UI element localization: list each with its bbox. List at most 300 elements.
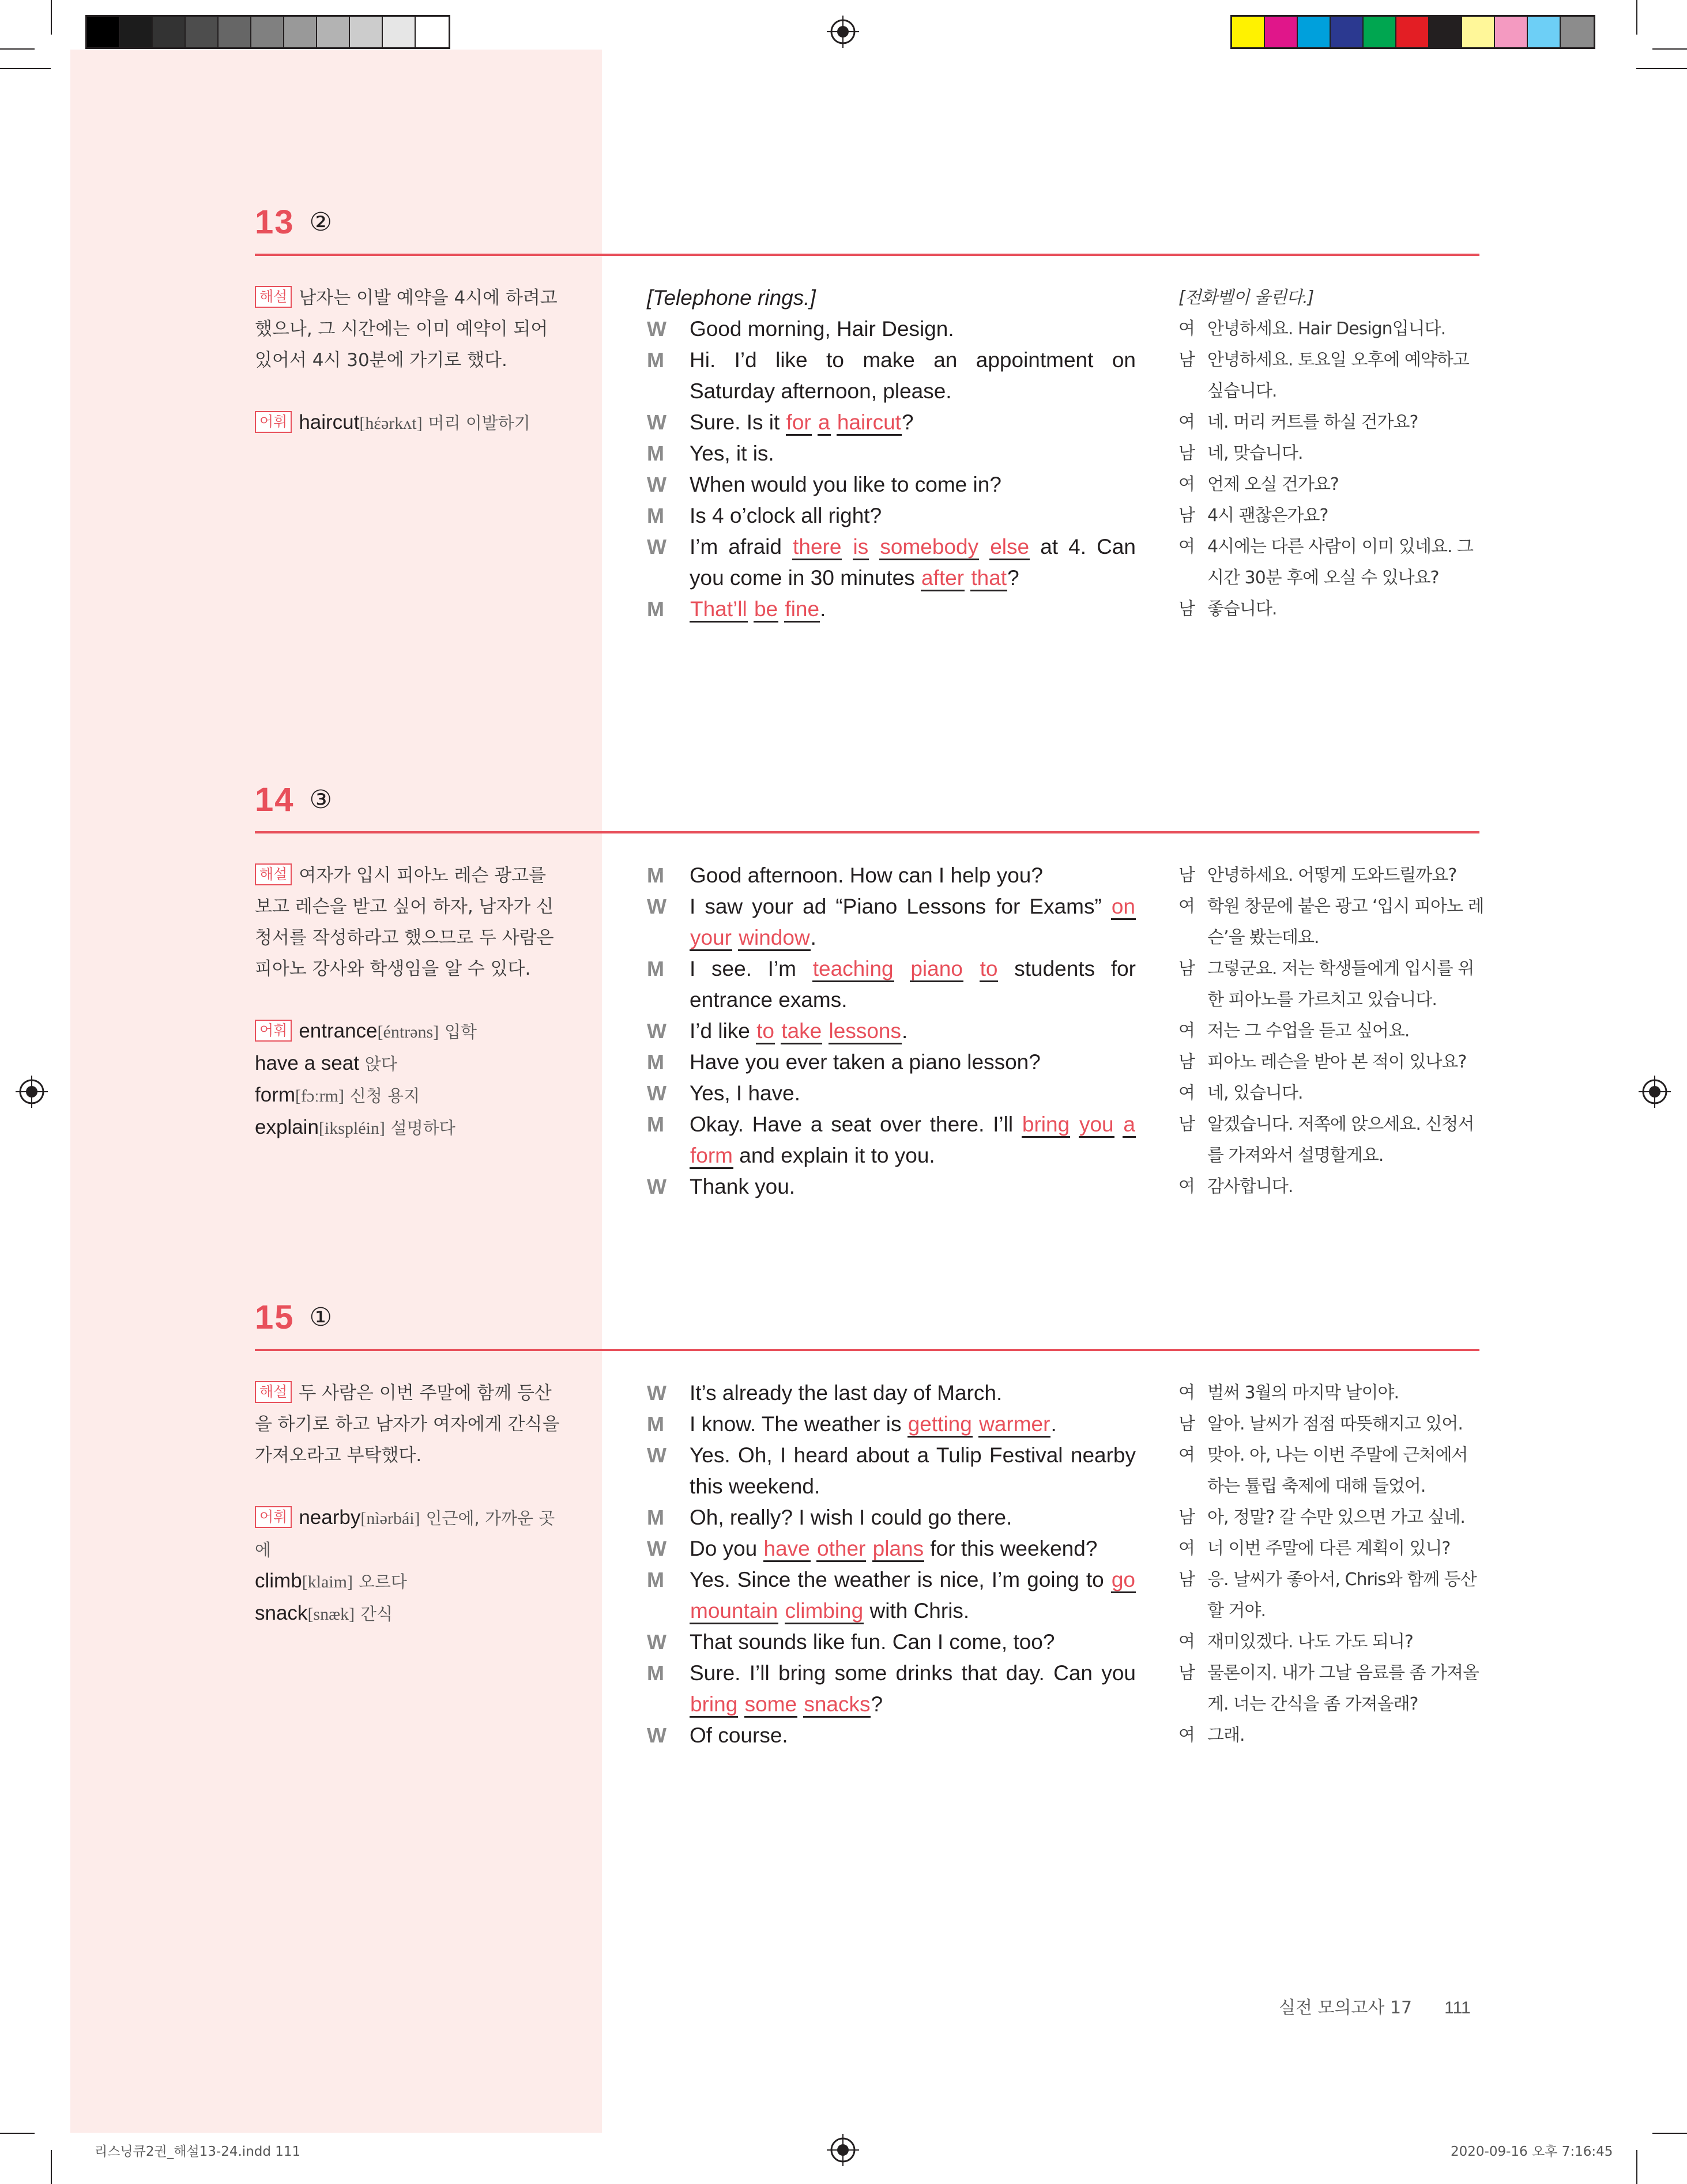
translation-text: 재미있겠다. 나도 가도 되니? [1207, 1632, 1413, 1652]
translation-line [1178, 469, 1484, 500]
dialogue-line [647, 1047, 1136, 1078]
fill-in-answer: plans [872, 1537, 924, 1562]
translation-speaker: 남 [1178, 350, 1195, 370]
crop-mark [1636, 2150, 1637, 2184]
dialogue-fragment: Hi. I’d like to make an appointment on Saturday afternoon, please. [690, 348, 1136, 403]
translation-line [1178, 1409, 1484, 1440]
dialogue-fragment: Thank you. [690, 1175, 796, 1198]
speaker-label: W [647, 1723, 666, 1747]
fill-in-answer: That’ll [690, 597, 748, 623]
speaker-label: M [647, 1050, 664, 1074]
vocab-meaning: 설명하다 [390, 1118, 455, 1138]
dialogue-fragment: for this weekend? [924, 1537, 1098, 1560]
fill-in-answer: haircut [837, 410, 902, 436]
crop-mark [1652, 2133, 1687, 2134]
translation-text: 안녕하세요. Hair Design입니다. [1207, 319, 1446, 339]
dialogue-fragment: I saw your ad “Piano Lessons for Exams” [690, 895, 1111, 918]
stage-direction-text: [Telephone rings.] [647, 286, 816, 310]
translation-line [1178, 1658, 1484, 1720]
speaker-label: M [647, 348, 664, 372]
dialogue-fragment: Do you [690, 1537, 763, 1560]
speaker-label: M [647, 863, 664, 887]
vocab-pronunciation: [nìərbái] [360, 1509, 420, 1528]
vocab-pronunciation: [éntrəns] [377, 1023, 439, 1042]
fill-in-answer: to [756, 1019, 775, 1044]
dialogue-fragment [778, 1599, 784, 1623]
section-13-translation [1178, 282, 1484, 625]
fill-in-answer: there [792, 535, 842, 560]
vocab-pronunciation: [klaim] [302, 1572, 353, 1591]
stage-direction [647, 282, 1136, 314]
fill-in-answer: take [781, 1019, 822, 1044]
translation-text: 학원 창문에 붙은 광고 ‘입시 피아노 레슨’을 봤는데요. [1207, 896, 1484, 948]
fill-in-answer: some [744, 1692, 797, 1718]
crop-mark [1636, 68, 1687, 69]
fill-in-answer: is [853, 535, 869, 560]
vocab-entry [255, 1112, 566, 1144]
fill-in-answer: somebody [879, 535, 979, 560]
speaker-label: M [647, 957, 664, 980]
page-number: 111 [1444, 1998, 1471, 2017]
fill-in-answer: be [754, 597, 778, 623]
dialogue-text [690, 314, 1136, 345]
translation-speaker: 여 [1178, 1176, 1195, 1197]
dialogue-fragment: ? [1007, 566, 1019, 590]
fill-in-answer: piano [910, 957, 963, 982]
translation-speaker: 여 [1178, 1725, 1195, 1745]
translation-speaker: 여 [1178, 1021, 1195, 1041]
dialogue-text [690, 438, 1136, 469]
color-swatch [284, 17, 317, 47]
dialogue-fragment: with Chris. [864, 1599, 970, 1623]
dialogue-fragment: Sure. I’ll bring some drinks that day. Can you [690, 1661, 1136, 1685]
dialogue-fragment: Sure. Is it [690, 410, 786, 434]
fill-in-answer: have [763, 1537, 811, 1562]
footer-title: 실전 모의고사 17 [1279, 1998, 1413, 2018]
speaker-label: W [647, 1443, 666, 1467]
section-divider [255, 254, 1479, 256]
vocab-word: haircut [299, 411, 360, 433]
translation-text: 그렇군요. 저는 학생들에게 입시를 위한 피아노를 가르치고 있습니다. [1207, 959, 1474, 1010]
file-slug: 리스닝큐2권_해설13-24.indd 111 [95, 2144, 301, 2159]
answer-mark: ① [309, 1303, 332, 1332]
color-swatch [1298, 17, 1331, 47]
explanation-text: 남자는 이발 예약을 4시에 하려고 했으나, 그 시간에는 이미 예약이 되어 있어서 4시 30분에 가기로 했다. [255, 288, 558, 371]
dialogue-line [647, 500, 1136, 531]
dialogue-text [690, 594, 1136, 625]
dialogue-line [647, 1409, 1136, 1440]
vocab-word: climb [255, 1570, 302, 1592]
speaker-label: M [647, 597, 664, 621]
translation-line [1178, 531, 1484, 594]
translation-text: 좋습니다. [1207, 599, 1277, 619]
section-15-dialogue [647, 1378, 1136, 1751]
section-divider [255, 1349, 1479, 1351]
fill-in-answer: fine [784, 597, 820, 623]
section-14-translation [1178, 860, 1484, 1202]
print-timestamp: 2020-09-16 오후 7:16:45 [1451, 2144, 1613, 2159]
answer-mark: ③ [309, 785, 332, 814]
color-swatch [383, 17, 416, 47]
color-swatch [1331, 17, 1364, 47]
color-swatch [219, 17, 251, 47]
speaker-label: W [647, 1537, 666, 1560]
dialogue-text [690, 1078, 1136, 1109]
fill-in-answer: window [738, 926, 810, 951]
explanation-text: 두 사람은 이번 주말에 함께 등산을 하기로 하고 남자가 여자에게 간식을 가져오라고 부탁했다. [255, 1383, 560, 1466]
fill-in-answer: on [1111, 895, 1136, 920]
dialogue-fragment [812, 410, 818, 434]
speaker-label: M [647, 1506, 664, 1529]
dialogue-line [647, 531, 1136, 594]
translation-text: 안녕하세요. 토요일 오후에 예약하고 싶습니다. [1207, 350, 1469, 401]
dialogue-fragment: Yes, it is. [690, 442, 774, 465]
translation-line [1178, 891, 1484, 953]
translation-line [1178, 1078, 1484, 1109]
translation-line [1178, 407, 1484, 438]
translation-speaker: 여 [1178, 1445, 1195, 1465]
registration-mark-icon [827, 2134, 859, 2166]
vocab-word: snack [255, 1602, 308, 1624]
dialogue-fragment [1070, 1112, 1079, 1136]
vocab-word: form [255, 1084, 295, 1106]
dialogue-line [647, 1533, 1136, 1564]
translation-speaker: 남 [1178, 1570, 1195, 1590]
translation-speaker: 남 [1178, 599, 1195, 619]
section-13-notes [255, 282, 566, 439]
vocab-meaning: 머리 이발하기 [428, 413, 530, 433]
vocab-meaning: 앉다 [364, 1054, 397, 1074]
translation-line [1178, 1047, 1484, 1078]
dialogue-fragment [963, 957, 980, 980]
translation-line [1178, 1171, 1484, 1202]
fill-in-answer: other [816, 1537, 866, 1562]
fill-in-answer: warmer [978, 1412, 1050, 1438]
translation-text: 아, 정말? 갈 수만 있으면 가고 싶네. [1207, 1507, 1465, 1527]
crop-mark [0, 68, 51, 69]
fill-in-answer: teaching [812, 957, 894, 982]
fill-in-answer: mountain [690, 1599, 778, 1624]
dialogue-fragment: It’s already the last day of March. [690, 1381, 1003, 1405]
page-footer [1279, 1993, 1471, 2019]
dialogue-text [690, 345, 1136, 407]
dialogue-text [690, 1720, 1136, 1751]
translation-stage-direction: [전화벨이 울린다.] [1178, 288, 1314, 308]
dialogue-fragment: ? [871, 1692, 883, 1716]
speaker-label: M [647, 504, 664, 527]
translation-line [1178, 594, 1484, 625]
translation-line [1178, 1564, 1484, 1627]
translation-text: 감사합니다. [1207, 1176, 1293, 1197]
section-13-header [255, 203, 332, 242]
question-number: 15 [255, 1299, 295, 1336]
speaker-label: W [647, 1630, 666, 1654]
dialogue-fragment: Good afternoon. How can I help you? [690, 863, 1043, 887]
vocab-word: explain [255, 1116, 319, 1138]
dialogue-line [647, 1564, 1136, 1627]
translation-text: 네, 있습니다. [1207, 1083, 1303, 1103]
dialogue-line [647, 1016, 1136, 1047]
dialogue-text [690, 891, 1136, 953]
speaker-label: W [647, 1175, 666, 1198]
dialogue-text [690, 953, 1136, 1016]
explanation-text: 여자가 입시 피아노 레슨 광고를 보고 레슨을 받고 싶어 하자, 남자가 신청서를 작성하라고 했으므로 두 사람은 피아노 강사와 학생임을 알 수 있다. [255, 865, 554, 979]
crop-mark [1636, 0, 1637, 35]
dialogue-fragment [1114, 1112, 1123, 1136]
section-14-dialogue [647, 860, 1136, 1202]
dialogue-fragment: . [810, 926, 816, 949]
process-color-bar [1230, 15, 1595, 49]
dialogue-fragment: Is 4 o’clock all right? [690, 504, 882, 527]
translation-text: 피아노 레슨을 받아 본 적이 있나요? [1207, 1052, 1467, 1072]
translation-speaker: 여 [1178, 474, 1195, 495]
translation-speaker: 남 [1178, 443, 1195, 463]
translation-line [1178, 860, 1484, 891]
fill-in-answer: you [1079, 1112, 1114, 1138]
dialogue-line [647, 407, 1136, 438]
translation-speaker: 여 [1178, 1083, 1195, 1103]
dialogue-line [647, 469, 1136, 500]
dialogue-line [647, 1109, 1136, 1171]
dialogue-fragment [842, 535, 852, 559]
translation-text: 너 이번 주말에 다른 계획이 있니? [1207, 1538, 1451, 1559]
section-15-translation [1178, 1378, 1484, 1751]
translation-text: 알겠습니다. 저쪽에 앉으세요. 신청서를 가져와서 설명할게요. [1207, 1114, 1474, 1165]
speaker-label: M [647, 442, 664, 465]
crop-mark [0, 48, 35, 50]
dialogue-fragment: Yes. Oh, I heard about a Tulip Festival nearby this weekend. [690, 1443, 1136, 1498]
fill-in-answer: go [1111, 1568, 1136, 1593]
dialogue-fragment: When would you like to come in? [690, 473, 1001, 496]
translation-speaker: 남 [1178, 1507, 1195, 1527]
vocab-entry [255, 1080, 566, 1112]
vocab-tag: 어휘 [255, 1506, 292, 1528]
translation-text: 그래. [1207, 1725, 1245, 1745]
vocab-entry [255, 1598, 566, 1630]
dialogue-line [647, 1627, 1136, 1658]
dialogue-text [690, 1171, 1136, 1202]
dialogue-fragment: I know. The weather is [690, 1412, 907, 1436]
color-swatch [1232, 17, 1265, 47]
translation-text: 알아. 날씨가 점점 따뜻해지고 있어. [1207, 1414, 1463, 1434]
question-number: 14 [255, 781, 295, 818]
translation-text: 네, 맞습니다. [1207, 443, 1303, 463]
vocab-pronunciation: [fɔːrm] [295, 1087, 344, 1106]
dialogue-text [690, 1627, 1136, 1658]
section-13-dialogue [647, 282, 1136, 625]
speaker-label: W [647, 1019, 666, 1043]
dialogue-text [690, 469, 1136, 500]
fill-in-answer: snacks [803, 1692, 871, 1718]
translation-line [1178, 1502, 1484, 1533]
grayscale-color-bar [85, 15, 450, 49]
dialogue-text [690, 1016, 1136, 1047]
dialogue-fragment: Okay. Have a seat over there. I’ll [690, 1112, 1022, 1136]
color-swatch [120, 17, 153, 47]
translation-line [1178, 1533, 1484, 1564]
explanation [255, 860, 566, 985]
dialogue-fragment: Yes. Since the weather is nice, I’m going to [690, 1568, 1111, 1591]
dialogue-text [690, 531, 1136, 594]
color-swatch [350, 17, 383, 47]
section-14-notes [255, 860, 566, 1144]
dialogue-text [690, 1047, 1136, 1078]
crop-mark [0, 2133, 35, 2134]
dialogue-text [690, 1502, 1136, 1533]
fill-in-answer: after [921, 566, 965, 591]
dialogue-text [690, 1564, 1136, 1627]
speaker-label: W [647, 473, 666, 496]
vocab-tag: 어휘 [255, 411, 292, 433]
fill-in-answer: that [970, 566, 1007, 591]
fill-in-answer: lessons [829, 1019, 902, 1044]
translation-speaker: 남 [1178, 1114, 1195, 1134]
translation-text: 응. 날씨가 좋아서, Chris와 함께 등산할 거야. [1207, 1570, 1477, 1621]
translation-line [1178, 1627, 1484, 1658]
dialogue-fragment [831, 410, 837, 434]
dialogue-fragment [738, 1692, 744, 1716]
dialogue-line [647, 345, 1136, 407]
color-swatch [416, 17, 449, 47]
section-14-header [255, 780, 332, 819]
speaker-label: W [647, 895, 666, 918]
fill-in-answer: getting [907, 1412, 973, 1438]
dialogue-fragment: Of course. [690, 1723, 788, 1747]
translation-line [1178, 1378, 1484, 1409]
vocab-pronunciation: [snæk] [307, 1605, 355, 1624]
color-swatch [186, 17, 219, 47]
dialogue-fragment [778, 597, 784, 621]
dialogue-fragment: Have you ever taken a piano lesson? [690, 1050, 1041, 1074]
dialogue-fragment: Yes, I have. [690, 1081, 800, 1105]
color-swatch [317, 17, 350, 47]
translation-line [1178, 438, 1484, 469]
speaker-label: M [647, 1412, 664, 1436]
dialogue-line [647, 438, 1136, 469]
dialogue-line [647, 594, 1136, 625]
color-swatch [1265, 17, 1298, 47]
color-swatch [1528, 17, 1561, 47]
translation-text: 4시 괜찮은가요? [1207, 506, 1328, 526]
translation-speaker: 남 [1178, 1414, 1195, 1434]
fill-in-answer: for [786, 410, 812, 436]
speaker-label: M [647, 1568, 664, 1591]
color-swatch [251, 17, 284, 47]
translation-line [1178, 345, 1484, 407]
vocab-tag: 어휘 [255, 1020, 292, 1042]
section-15-header [255, 1298, 332, 1337]
translation-speaker: 남 [1178, 865, 1195, 885]
fill-in-answer: bring [690, 1692, 738, 1718]
vocab-meaning: 오르다 [358, 1572, 407, 1591]
vocab-pronunciation: [hέərkʌt] [359, 414, 423, 433]
translation-text: 물론이지. 내가 그날 음료를 좀 가져올게. 너는 간식을 좀 가져올래? [1207, 1663, 1479, 1714]
speaker-label: W [647, 1081, 666, 1105]
section-divider [255, 831, 1479, 833]
registration-mark-icon [827, 16, 859, 48]
dialogue-fragment [973, 1412, 978, 1436]
translation-text: 벌써 3월의 마지막 날이야. [1207, 1383, 1399, 1403]
vocab-word: entrance [299, 1020, 378, 1042]
vocab-entry [255, 1016, 566, 1048]
dialogue-fragment [822, 1019, 828, 1043]
vocab-word: have a seat [255, 1052, 359, 1074]
explain-tag: 해설 [255, 1381, 292, 1403]
speaker-label: W [647, 410, 666, 434]
vocab-meaning: 인근에, 가까운 곳에 [255, 1508, 555, 1560]
translation-line [1178, 1109, 1484, 1171]
color-swatch [1364, 17, 1396, 47]
dialogue-fragment [775, 1019, 781, 1043]
crop-mark [51, 2150, 52, 2184]
translation-speaker: 여 [1178, 1383, 1195, 1403]
dialogue-line [647, 891, 1136, 953]
dialogue-fragment [811, 1537, 816, 1560]
dialogue-line [647, 1502, 1136, 1533]
dialogue-text [690, 1109, 1136, 1171]
dialogue-fragment: I’d like [690, 1019, 756, 1043]
translation-line [1178, 1440, 1484, 1502]
fill-in-answer: to [980, 957, 999, 982]
speaker-label: W [647, 1381, 666, 1405]
question-number: 13 [255, 203, 295, 241]
translation-speaker: 여 [1178, 412, 1195, 432]
explain-tag: 해설 [255, 863, 292, 885]
dialogue-line [647, 1658, 1136, 1720]
explain-tag: 해설 [255, 286, 292, 308]
translation-speaker: 여 [1178, 1632, 1195, 1652]
registration-mark-icon [1639, 1076, 1671, 1108]
dialogue-fragment: I see. I’m [690, 957, 812, 980]
dialogue-line [647, 1720, 1136, 1751]
dialogue-fragment [797, 1692, 803, 1716]
dialogue-fragment: students for entrance exams. [690, 957, 1136, 1012]
translation-line [1178, 314, 1484, 345]
registration-mark-icon [16, 1076, 48, 1108]
dialogue-fragment: ? [901, 410, 914, 434]
explanation [255, 282, 566, 376]
vocab-meaning: 간식 [360, 1604, 393, 1624]
dialogue-fragment: and explain it to you. [733, 1144, 935, 1167]
dialogue-line [647, 860, 1136, 891]
dialogue-fragment: Oh, really? I wish I could go there. [690, 1506, 1012, 1529]
vocab-meaning: 신청 용지 [349, 1086, 420, 1106]
dialogue-fragment: I’m afraid [690, 535, 793, 559]
explanation [255, 1378, 566, 1471]
dialogue-fragment [894, 957, 910, 980]
dialogue-fragment: Good morning, Hair Design. [690, 317, 954, 341]
translation-text: 저는 그 수업을 듣고 싶어요. [1207, 1021, 1410, 1041]
translation-speaker: 남 [1178, 959, 1195, 979]
dialogue-fragment [748, 597, 754, 621]
dialogue-fragment [732, 926, 738, 949]
dialogue-line [647, 953, 1136, 1016]
vocab-entry [255, 1048, 566, 1080]
dialogue-fragment: That sounds like fun. Can I come, too? [690, 1630, 1055, 1654]
translation-speaker: 여 [1178, 537, 1195, 557]
color-swatch [87, 17, 120, 47]
dialogue-text [690, 860, 1136, 891]
translation-speaker: 여 [1178, 319, 1195, 339]
fill-in-answer: a [1123, 1112, 1136, 1138]
translation-speaker: 여 [1178, 896, 1195, 916]
color-swatch [1429, 17, 1462, 47]
dialogue-text [690, 500, 1136, 531]
color-swatch [1396, 17, 1429, 47]
vocab-entry [255, 1502, 566, 1566]
crop-mark [51, 0, 52, 35]
dialogue-fragment: . [1050, 1412, 1057, 1436]
